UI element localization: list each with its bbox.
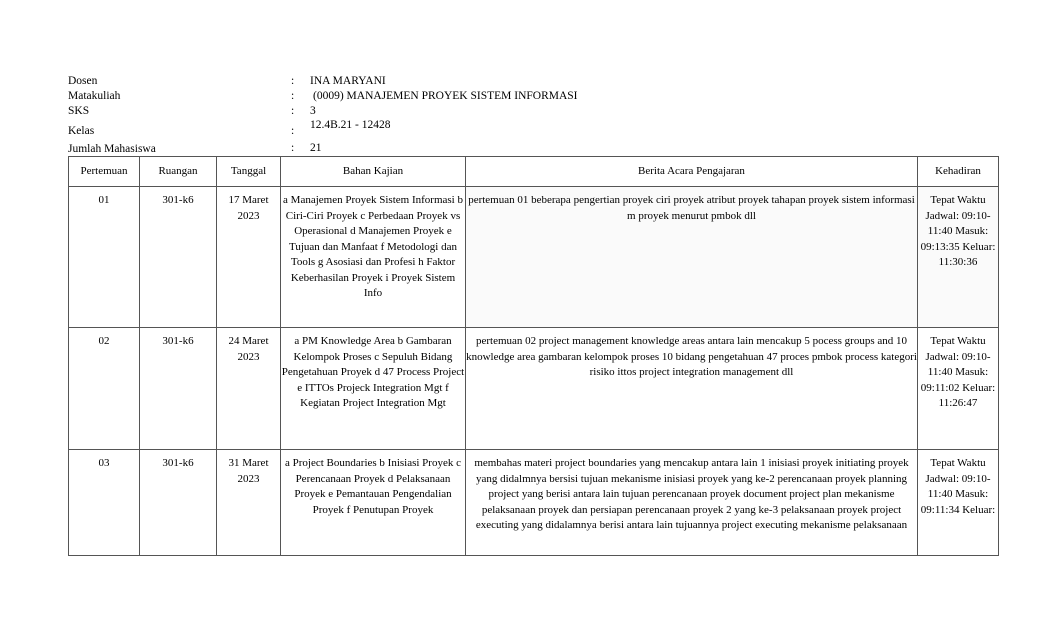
cell-ruangan: 301-k6	[140, 328, 217, 450]
header-berita-acara: Berita Acara Pengajaran	[466, 157, 918, 187]
header-ruangan: Ruangan	[140, 157, 217, 187]
colon: :	[291, 75, 295, 87]
table-header-row	[69, 157, 999, 187]
matakuliah-label: Matakuliah	[68, 90, 121, 102]
cell-bahan-kajian: a Manajemen Proyek Sistem Informasi b Ciri-Ciri Proyek c Perbedaan Proyek vs Operasional d Manajemen Proyek e Tujuan dan Manfaat f Metodologi dan Tools g Asosiasi dan Profesi h Faktor Keberhasilan Proyek i Proyek Sistem Info	[281, 187, 466, 328]
header-pertemuan: Pertemuan	[69, 157, 140, 187]
cell-pertemuan: 03	[69, 450, 140, 556]
colon: :	[291, 90, 295, 102]
table-row	[69, 328, 999, 450]
cell-berita-acara: pertemuan 01 beberapa pengertian proyek ciri proyek atribut proyek tahapan proyek sistem informasi m proyek menurut pmbok dll	[466, 187, 918, 328]
sks-label: SKS	[68, 105, 90, 117]
sks-value: 3	[310, 105, 316, 117]
berita-acara-table	[68, 156, 999, 556]
kelas-value: 12.4B.21 - 12428	[310, 119, 391, 131]
cell-tanggal: 17 Maret 2023	[217, 187, 281, 328]
dosen-value: INA MARYANI	[310, 75, 386, 87]
cell-tanggal: 31 Maret 2023	[217, 450, 281, 556]
kelas-label: Kelas	[68, 125, 95, 137]
table-row	[69, 450, 999, 556]
cell-ruangan: 301-k6	[140, 450, 217, 556]
cell-pertemuan: 01	[69, 187, 140, 328]
header-tanggal: Tanggal	[217, 157, 281, 187]
cell-berita-acara: pertemuan 02 project management knowledge areas antara lain mencakup 5 pocess groups and 10 knowledge area gambaran kelompok proses 10 bidang pengetahuan 47 proces pmbok process kategori risiko ittos project integration management dll	[466, 328, 918, 450]
dosen-label: Dosen	[68, 75, 98, 87]
cell-ruangan: 301-k6	[140, 187, 217, 328]
cell-bahan-kajian: a PM Knowledge Area b Gambaran Kelompok Proses c Sepuluh Bidang Pengetahuan Proyek d 47 Process Project e ITTOs Projeck Integration Mgt f Kegiatan Project Integration Mgt	[281, 328, 466, 450]
cell-kehadiran: Tepat Waktu Jadwal: 09:10-11:40 Masuk: 09:13:35 Keluar: 11:30:36	[918, 187, 999, 328]
header-kehadiran: Kehadiran	[918, 157, 999, 187]
matakuliah-value: (0009) MANAJEMEN PROYEK SISTEM INFORMASI	[313, 90, 578, 102]
header-bahan-kajian: Bahan Kajian	[281, 157, 466, 187]
cell-berita-acara: membahas materi project boundaries yang mencakup antara lain 1 inisiasi proyek initiating proyek yang didalmnya bersisi tujuan mekanisme inisiasi proyek yang ke-2 perencanaan proyek planning project yang berisi antara lain tujuan perencanaan proyek document project plan mekanisme pelaksanaan proyek dan persiapan perencanaan proyek 2 yang ke-3 pelaksanaan proyek project executing yang didalamnya berisi antara lain tujuannya project executing mekanisme pelaksanaan	[466, 450, 918, 556]
table-row	[69, 187, 999, 328]
cell-kehadiran: Tepat Waktu Jadwal: 09:10-11:40 Masuk: 09:11:02 Keluar: 11:26:47	[918, 328, 999, 450]
jumlah-value: 21	[310, 142, 322, 154]
cell-kehadiran: Tepat Waktu Jadwal: 09:10-11:40 Masuk: 09:11:34 Keluar:	[918, 450, 999, 556]
colon: :	[291, 105, 295, 117]
colon: :	[291, 125, 295, 137]
jumlah-label: Jumlah Mahasiswa	[68, 143, 156, 155]
cell-tanggal: 24 Maret 2023	[217, 328, 281, 450]
cell-bahan-kajian: a Project Boundaries b Inisiasi Proyek c Perencanaan Proyek d Pelaksanaan Proyek e Pemantauan Pengendalian Proyek f Penutupan Proyek	[281, 450, 466, 556]
cell-pertemuan: 02	[69, 328, 140, 450]
colon: :	[291, 142, 295, 154]
